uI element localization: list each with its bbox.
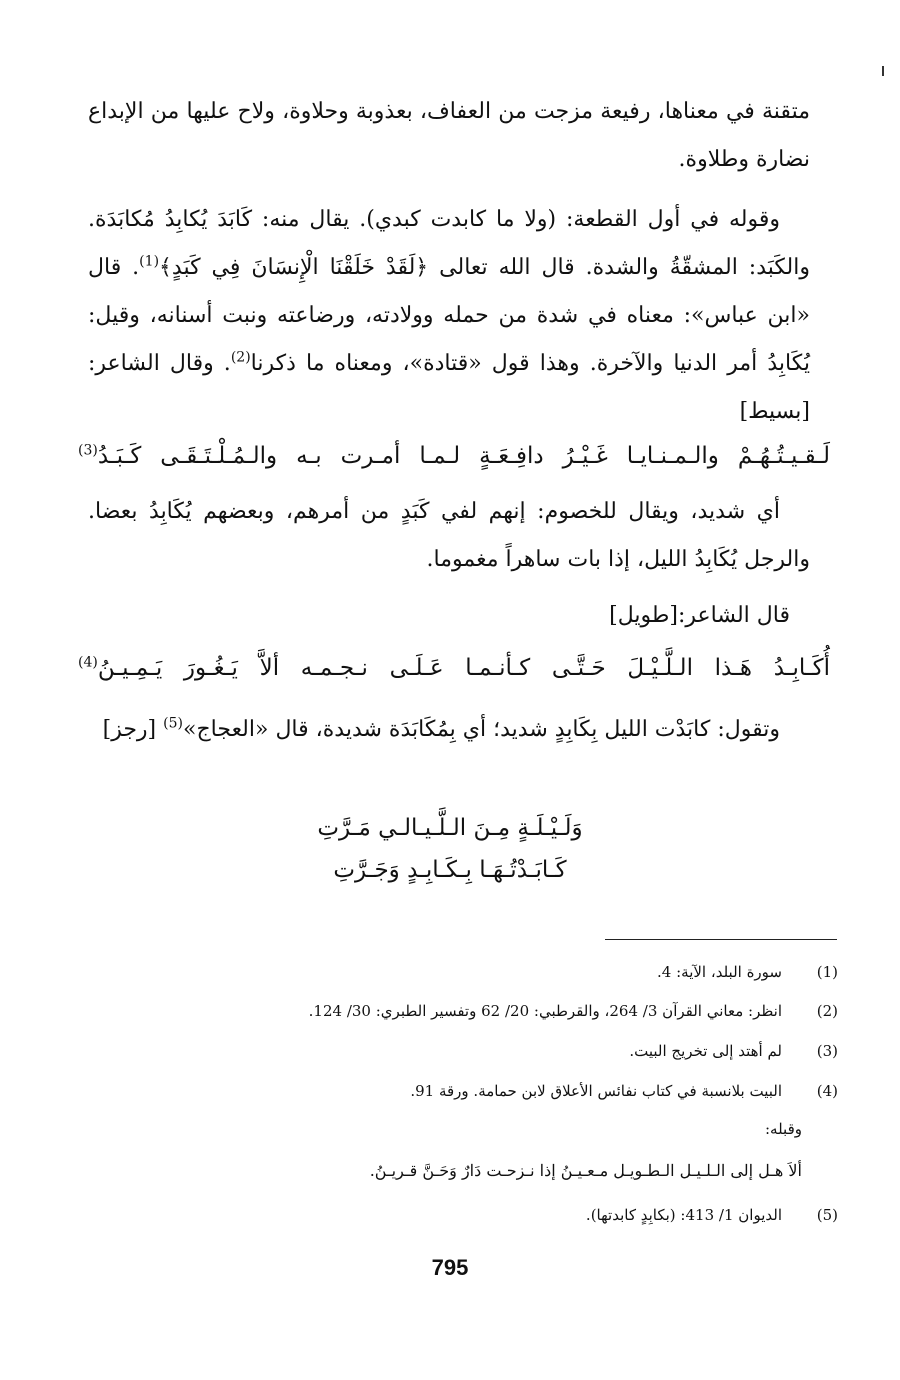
verse-tawil-text: أُكَـابِـدُ هَـذا الـلَّـيْـلَ حَـتَّـى كـأنـمـا عَـلَـى نـجـمـه ألاَّ يَـغُـورَ يَـمِـيـنُ [97,655,830,681]
footnote-5-number: (5) [816,1206,838,1224]
footnote-2 [138,1000,838,1022]
footnote-separator [605,939,837,940]
paragraph-2-text-a: وقوله في أول القطعة: (ولا ما كابدت كبدي). يقال منه: كَابَدَ يُكابِدُ مُكابَدَة. والكَبَد: المشقّةُ والشدة. قال الله تعالى ﴿لَقَدْ خَلَقْنَا الْإِنسَانَ فِي كَبَدٍ﴾ [88,207,810,280]
footnote-3-text: لم أهتد إلى تخريج البيت. [629,1042,782,1060]
paragraph-2 [88,196,810,436]
footnote-1-text: سورة البلد، الآية: 4. [657,963,782,981]
rajaz-line-1: وَلَـيْـلَـةٍ مِـنَ الـلَّـيـالـي مَـرَّتِ [317,815,583,841]
paragraph-4-text-a: وتقول: كابَدْت الليل بِكَابِدٍ شديد؛ أي بِمُكَابَدَة شديدة، قال «العجاج» [183,717,780,742]
footnote-5-text: الديوان 1/ 413: (بكابِدٍ كابدتها). [585,1206,782,1224]
footnote-4-number: (4) [816,1082,838,1100]
paragraph-2-text-b: . قال «ابن عباس»: معناه في شدة من حمله وولادته، ورضاعته ونبت أسنانه، وقيل: يُكَابِدُ أمر الدنيا والآخرة. وهذا قول «قتادة»، ومعناه ما ذكرنا [88,255,810,376]
footnote-ref-3: (3) [78,442,98,459]
footnote-2-number: (2) [816,1002,838,1020]
paragraph-4 [88,706,810,754]
verse-basit-text: لَـقـيـتُـهُـمْ والـمـنـايـا غَـيْـرُ دافِـعَـةٍ لـمـا أمـرت بـه والـمُـلْـتَـقَـى كَـبَـدُ [97,443,830,469]
rajaz-line-2: كَـابَـدْتُـهَـا بِـكَـابِـدٍ وَجَـرَّتِ [333,857,567,883]
quote-intro-tawil: قال الشاعر:[طويل] [609,603,790,628]
page-number: 795 [431,1255,469,1280]
footnote-1-number: (1) [816,963,838,981]
footnote-ref-1: (1) [139,253,160,270]
paragraph-4-text-b: [رجز] [102,717,164,742]
footnote-4-verse: ألاَ هـل إلى الـلـيـل الـطـويـل مـعـيـنُ إذا نـزحـت دَارٌ وَحَـنَّ قـريـنُ. [369,1161,802,1180]
footnote-1 [138,961,838,983]
footnote-4-preceding-label: وقبله: [764,1120,802,1138]
verse-tawil [78,648,830,688]
scan-mark [882,66,884,76]
footnote-2-text: انظر: معاني القرآن 3/ 264، والقرطبي: 20/ 62 وتفسير الطبري: 30/ 124. [308,1002,782,1020]
paragraph-2-text-c: . وقال الشاعر: [بسيط] [88,351,810,424]
footnote-3-number: (3) [816,1042,838,1060]
footnote-5 [138,1204,838,1226]
footnote-ref-5: (5) [163,715,183,732]
footnote-ref-2: (2) [230,349,251,366]
paragraph-3: أي شديد، ويقال للخصوم: إنهم لفي كَبَدٍ من أمرهم، وبعضهم يُكَابِدُ بعضا. والرجل يُكَابِدُ الليل، إذا بات ساهراً مغموما. [88,499,810,572]
paragraph-1: متقنة في معناها، رفيعة مزجت من العفاف، بعذوبة وحلاوة، ولاح عليها من الإبداع نضارة وطلاوة. [88,99,810,172]
footnote-ref-4: (4) [78,654,98,671]
footnote-4-text: البيت بلانسبة في كتاب نفائس الأعلاق لابن حمامة. ورقة 91. [410,1082,782,1100]
footnote-4 [138,1080,838,1102]
footnote-3 [138,1040,838,1062]
verse-basit [78,436,830,476]
